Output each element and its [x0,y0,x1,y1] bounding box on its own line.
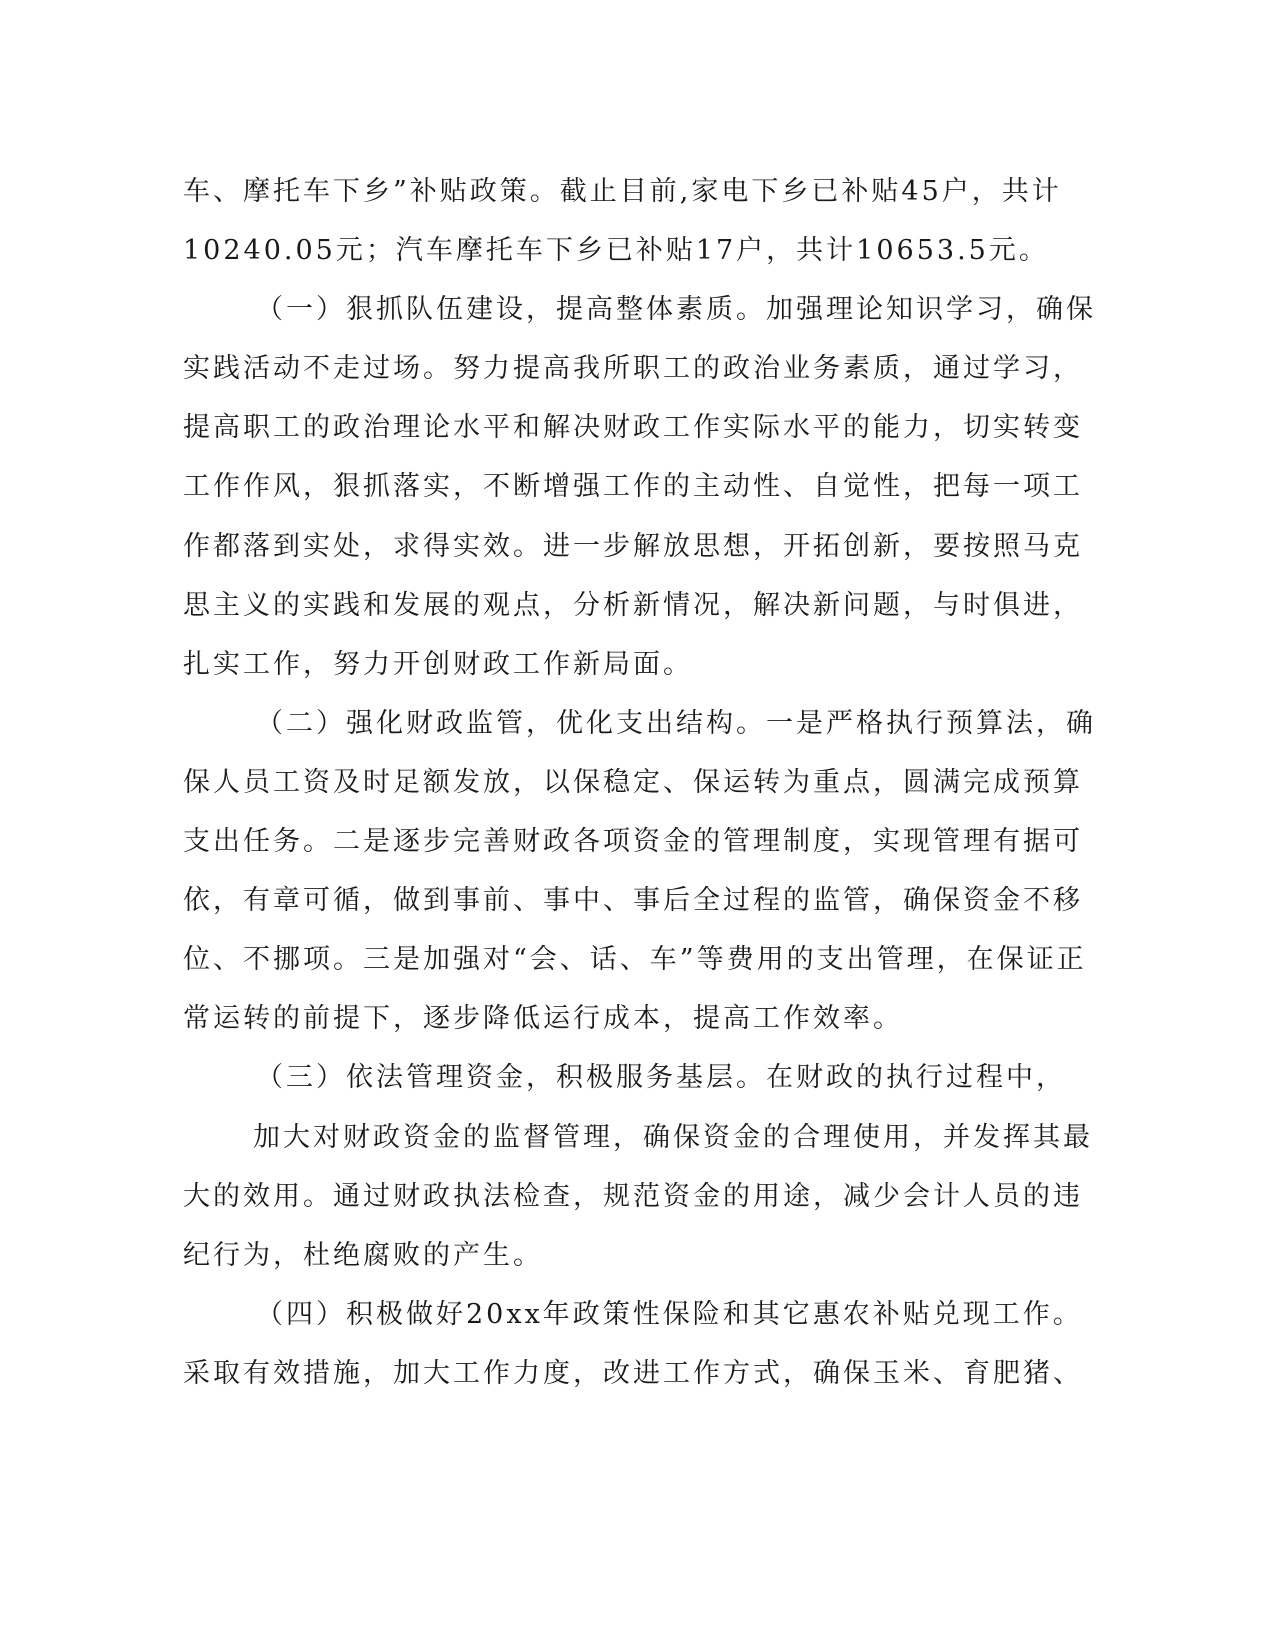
text-line-19: 纪行为，杜绝腐败的产生。 [183,1239,543,1271]
text-line-14: 位、不挪项。三是加强对“会、话、车”等费用的支出管理，在保证正 [183,944,1087,976]
paragraph-heading-2: （二）强化财政监管，优化支出结构。一是严格执行预算法，确 [256,707,1096,739]
text-line-15: 常运转的前提下，逐步降低运行成本，提高工作效率。 [183,1003,903,1035]
text-line-5: 提高职工的政治理论水平和解决财政工作实际水平的能力，切实转变 [183,412,1083,444]
text-line-9: 扎实工作，努力开创财政工作新局面。 [183,648,693,680]
text-line-18: 大的效用。通过财政执法检查，规范资金的用途，减少会计人员的违 [183,1180,1083,1212]
text-line-1: 车、摩托车下乡”补贴政策。截止目前,家电下乡已补贴45户，共计 [183,176,1062,207]
paragraph-heading-1: （一）狠抓队伍建设，提高整体素质。加强理论知识学习，确保 [256,294,1096,326]
text-line-13: 依，有章可循，做到事前、事中、事后全过程的监管，确保资金不移 [183,885,1083,917]
body-text [183,162,1096,1403]
paragraph-heading-3: （三）依法管理资金，积极服务基层。在财政的执行过程中， [256,1062,1066,1094]
text-line-7: 作都落到实处，求得实效。进一步解放思想，开拓创新，要按照马克 [183,530,1083,562]
text-line-11: 保人员工资及时足额发放，以保稳定、保运转为重点，圆满完成预算 [183,766,1083,798]
text-line-2: 10240.05元；汽车摩托车下乡已补贴17户，共计10653.5元。 [183,235,1049,267]
text-line-6: 工作作风，狠抓落实，不断增强工作的主动性、自觉性，把每一项工 [183,471,1083,503]
text-line-12: 支出任务。二是逐步完善财政各项资金的管理制度，实现管理有据可 [183,826,1083,858]
text-line-8: 思主义的实践和发展的观点，分析新情况，解决新问题，与时俱进， [183,589,1083,621]
paragraph-heading-4: （四）积极做好20xx年政策性保险和其它惠农补贴兑现工作。 [256,1298,1083,1330]
text-line-21: 采取有效措施，加大工作力度，改进工作方式，确保玉米、育肥猪、 [183,1357,1083,1389]
text-line-17: 加大对财政资金的监督管理，确保资金的合理使用，并发挥其最 [253,1121,1093,1153]
text-line-4: 实践活动不走过场。努力提高我所职工的政治业务素质，通过学习， [183,353,1083,385]
